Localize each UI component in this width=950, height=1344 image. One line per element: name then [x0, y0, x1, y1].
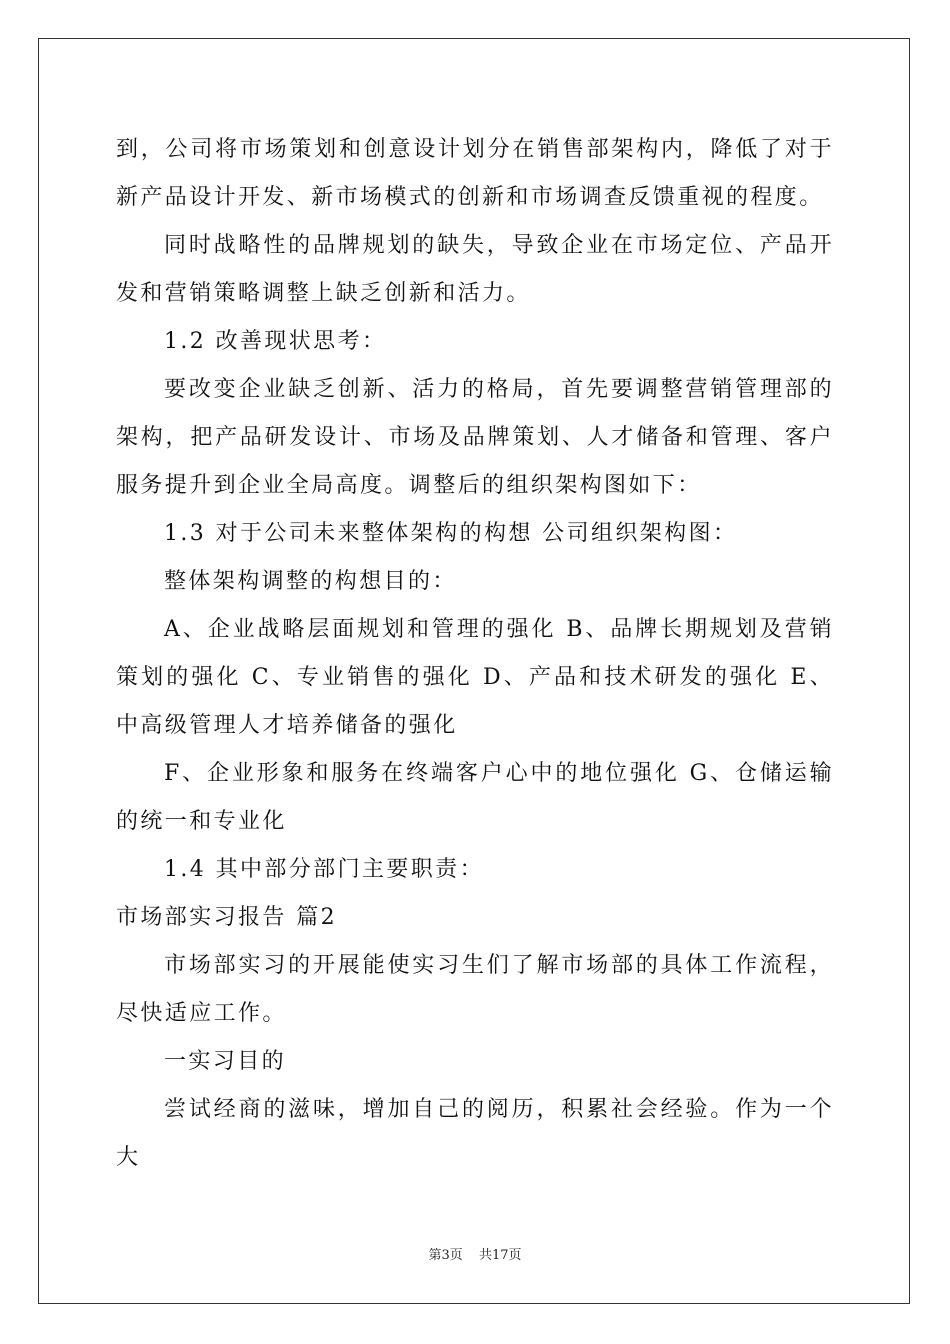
paragraph-7: 市场部实习的开展能使实习生们了解市场部的具体工作流程，尽快适应工作。: [116, 953, 834, 1026]
paragraph-2: 同时战略性的品牌规划的缺失，导致企业在市场定位、产品开发和营销策略调整上缺乏创新和活力。: [116, 233, 834, 306]
paragraph-8: 尝试经商的滋味，增加自己的阅历，积累社会经验。作为一个大: [116, 1097, 834, 1170]
paragraph-6: F、企业形象和服务在终端客户心中的地位强化 G、仓储运输的统一和专业化: [116, 761, 834, 834]
section-heading-1-3: 1.3 对于公司未来整体架构的构想 公司组织架构图：: [164, 521, 738, 546]
article-title: 市场部实习报告 篇2: [116, 905, 337, 930]
paragraph-5: A、企业战略层面规划和管理的强化 B、品牌长期规划及营销策划的强化 C、专业销售的强化 D、产品和技术研发的强化 E、中高级管理人才培养储备的强化: [116, 617, 834, 738]
page-number: 第3页: [428, 1248, 463, 1263]
document-body: [116, 126, 834, 1182]
section-heading-1-4: 1.4 其中部分部门主要职责：: [164, 857, 484, 882]
section-heading-1-2: 1.2 改善现状思考：: [164, 329, 387, 354]
section-heading-purpose: 一实习目的: [164, 1049, 287, 1074]
paragraph-4: 整体架构调整的构想目的：: [164, 569, 457, 594]
page-footer: [0, 1244, 950, 1263]
paragraph-1: 到，公司将市场策划和创意设计划分在销售部架构内，降低了对于新产品设计开发、新市场模式的创新和市场调查反馈重视的程度。: [116, 137, 834, 210]
page-total: 共17页: [478, 1248, 522, 1263]
paragraph-3: 要改变企业缺乏创新、活力的格局，首先要调整营销管理部的架构，把产品研发设计、市场及品牌策划、人才储备和管理、客户服务提升到企业全局高度。调整后的组织架构图如下：: [116, 377, 834, 498]
